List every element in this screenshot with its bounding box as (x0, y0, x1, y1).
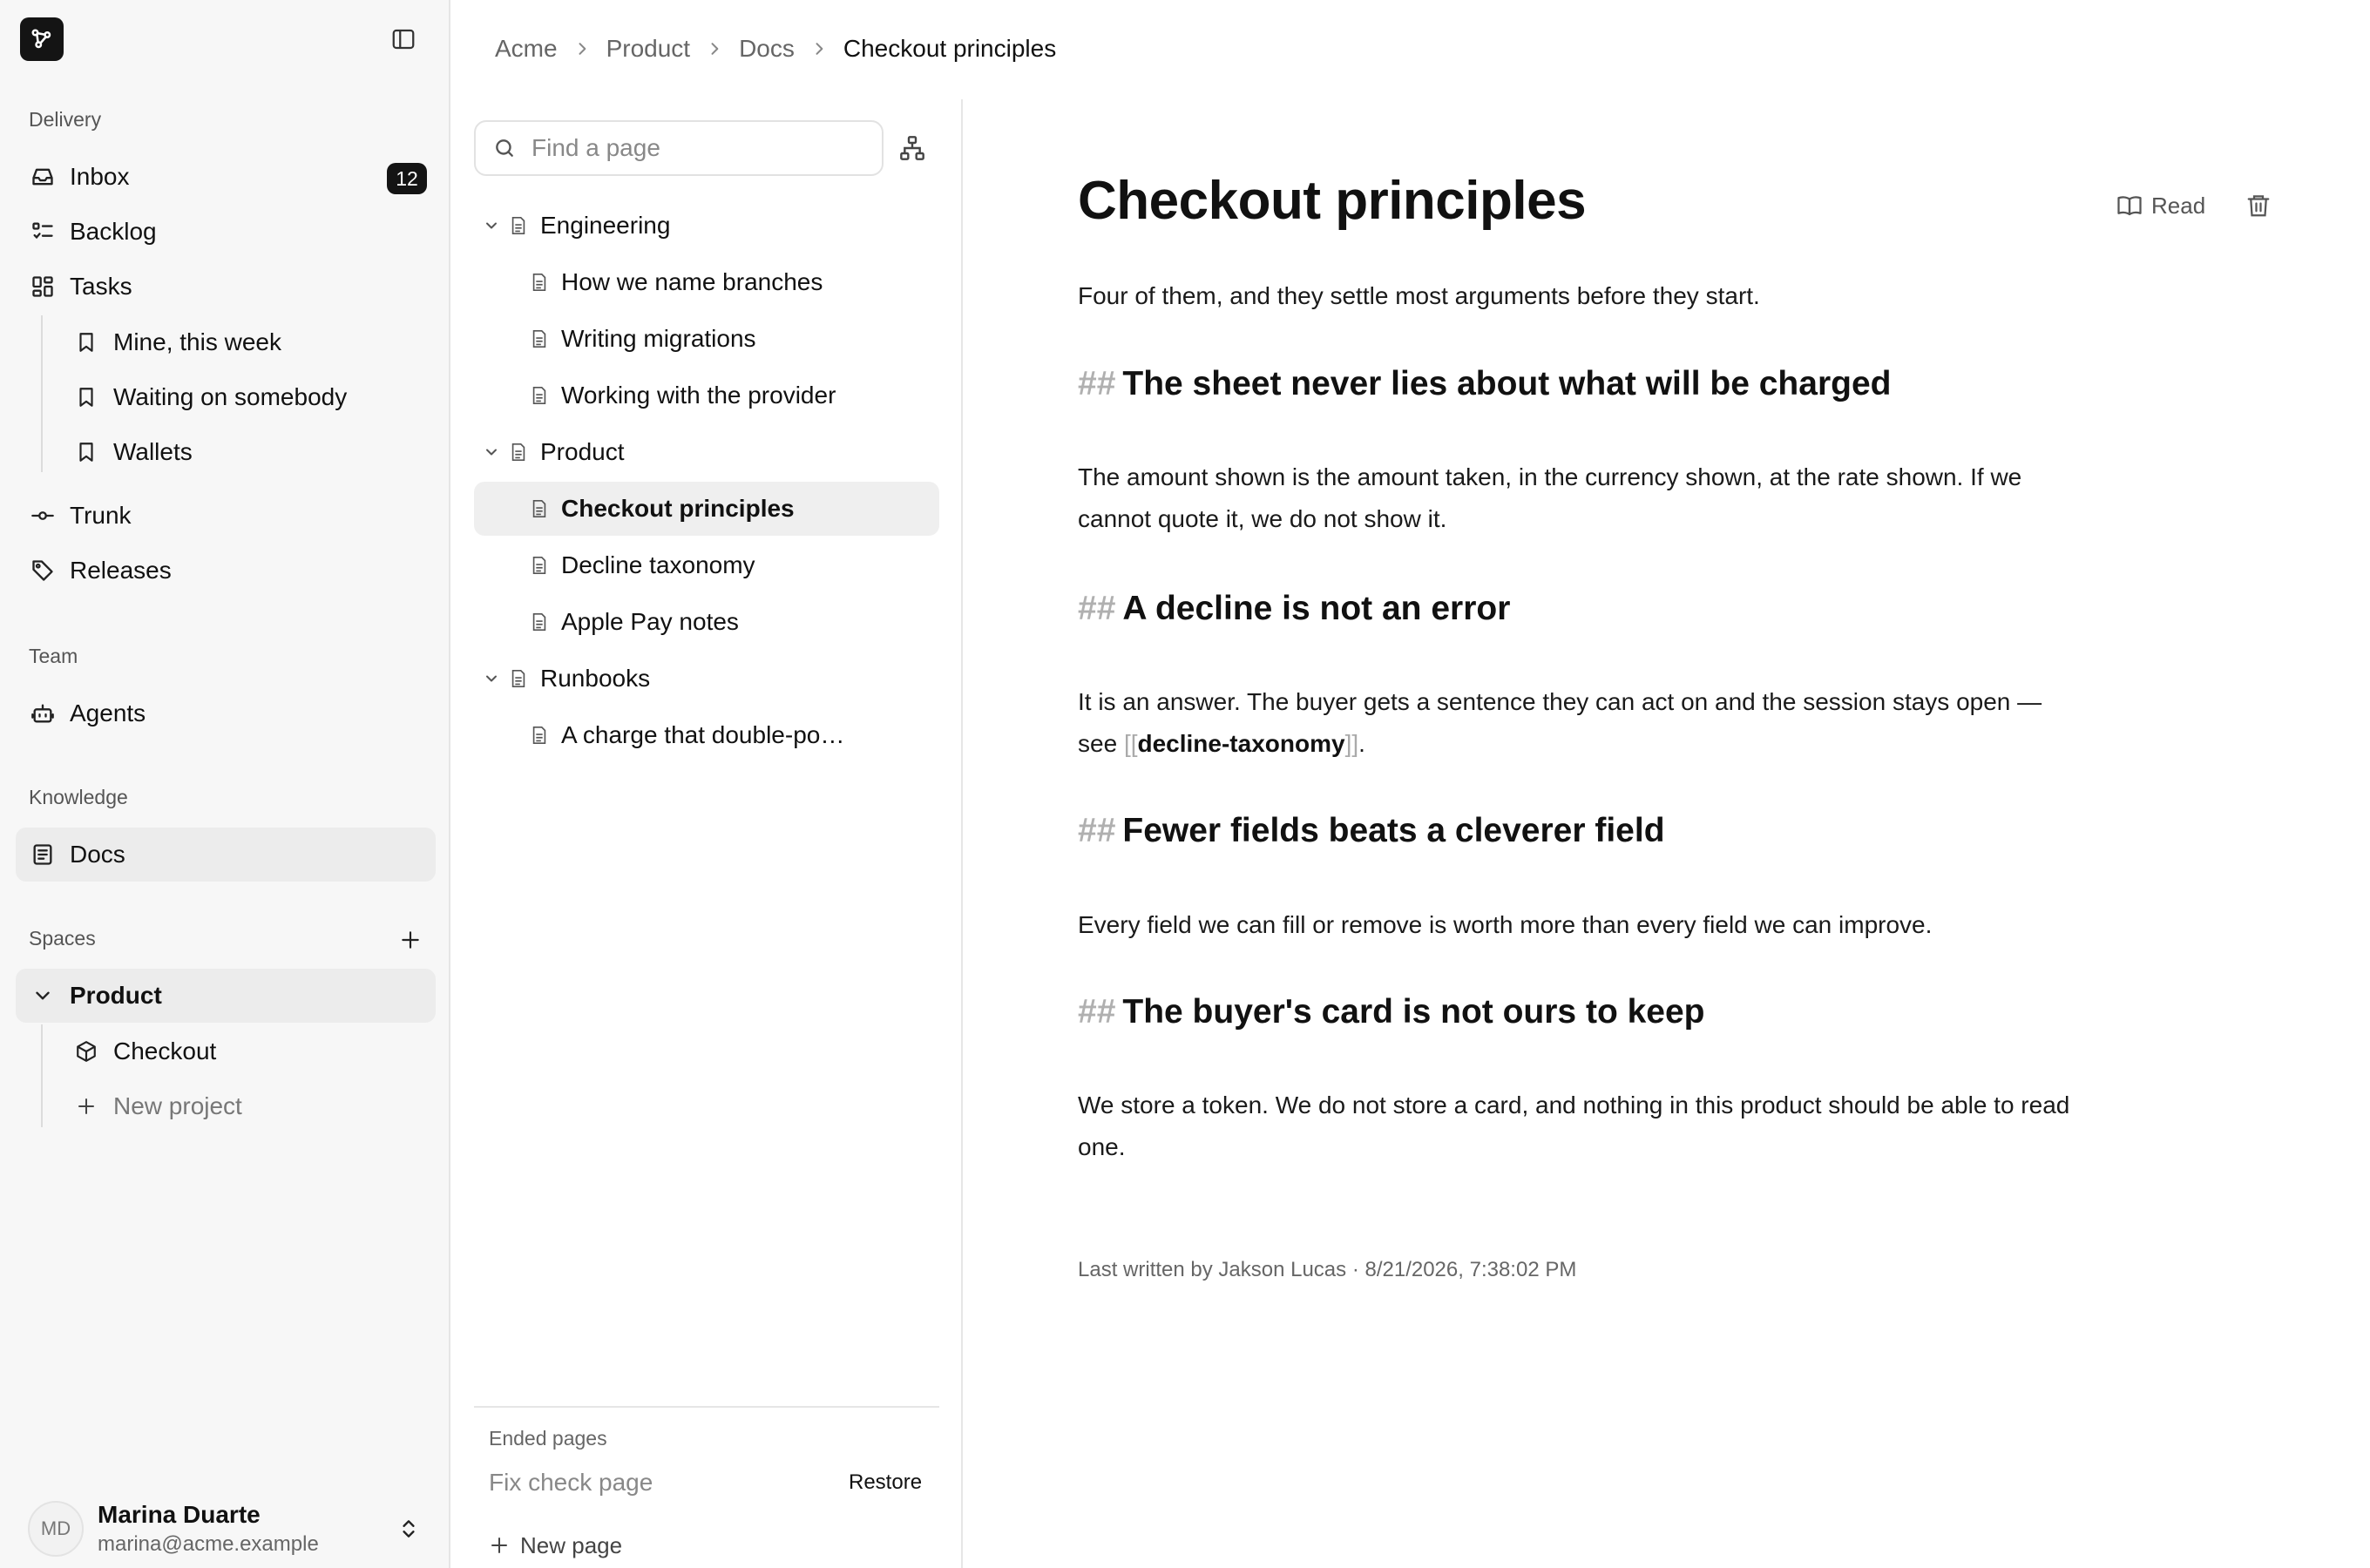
tree-page-decline-taxonomy[interactable] (474, 538, 939, 592)
paragraph-text: . (1358, 730, 1365, 757)
search-icon (493, 137, 516, 159)
wikilink-decline-taxonomy[interactable]: decline-taxonomy (1137, 730, 1345, 757)
new-page-label: New page (520, 1531, 623, 1558)
section-heading (1078, 589, 1510, 630)
sidebar-view-mine-this-week[interactable] (61, 315, 436, 369)
intro-paragraph: Four of them, and they settle most arguments before they start. (1078, 282, 1760, 309)
ended-page-item[interactable]: Fix check page (489, 1469, 653, 1496)
chevron-down-icon (481, 443, 502, 461)
sidebar-item-label: Mine, this week (113, 328, 281, 355)
heading-text: The buyer's card is not ours to keep (1122, 993, 1705, 1031)
tag-icon (28, 558, 58, 583)
heading-text: The sheet never lies about what will be charged (1122, 365, 1892, 402)
wikilink-open: [[ (1123, 730, 1138, 757)
bookmark-icon (71, 386, 101, 409)
document (1078, 99, 2298, 1281)
tree-node-label: Decline taxonomy (561, 551, 755, 578)
section-label-team: Team (29, 645, 78, 667)
tree-node-label: Product (540, 438, 625, 465)
section-label-spaces: Spaces (29, 927, 96, 950)
plus-icon (489, 1535, 510, 1556)
new-project-button[interactable] (61, 1079, 436, 1133)
chevron-up-down-icon (397, 1516, 420, 1542)
new-project-label: New project (113, 1092, 242, 1119)
bookmark-icon (71, 441, 101, 463)
sidebar-item-label: Releases (70, 557, 172, 584)
sidebar-item-releases[interactable] (16, 544, 436, 598)
tasks-icon (28, 274, 58, 299)
heading-marker: ## (1078, 365, 1116, 402)
add-space-button[interactable] (394, 923, 427, 956)
sidebar-item-tasks[interactable] (16, 260, 436, 314)
tree-node-label: Working with the provider (561, 382, 836, 409)
breadcrumb (495, 30, 1056, 68)
inbox-count-badge: 12 (387, 163, 427, 194)
breadcrumb-item-current: Checkout principles (843, 35, 1057, 62)
read-label: Read (2151, 192, 2206, 219)
section-heading (1078, 992, 1705, 1033)
heading-marker: ## (1078, 993, 1116, 1031)
tree-folder-engineering[interactable] (474, 199, 939, 253)
tree-node-label: Engineering (540, 212, 671, 239)
ended-pages-heading: Ended pages (489, 1427, 607, 1450)
tree-guide-line (41, 315, 43, 472)
sidebar-item-label: Wallets (113, 438, 193, 465)
backlog-icon (28, 220, 58, 244)
breadcrumb-item-docs[interactable]: Docs (739, 35, 795, 62)
tree-page-checkout-principles[interactable] (474, 482, 939, 536)
section-paragraph: We store a token. We do not store a card, and nothing in this product should be able to read one. (1078, 1092, 2070, 1160)
trunk-icon (28, 504, 58, 528)
section-label-delivery: Delivery (29, 108, 102, 131)
search-input[interactable] (532, 134, 871, 162)
page-icon (530, 555, 549, 576)
page-icon (530, 725, 549, 746)
sidebar-item-label: Waiting on somebody (113, 383, 348, 410)
tree-node-label: Apple Pay notes (561, 608, 739, 635)
box-icon (71, 1040, 101, 1063)
heading-text: Fewer fields beats a cleverer field (1122, 812, 1665, 849)
logo-icon[interactable] (20, 17, 64, 61)
chevron-right-icon (573, 40, 591, 57)
page-icon (509, 215, 528, 236)
sidebar-view-wallets[interactable] (61, 425, 436, 479)
section-label-knowledge: Knowledge (29, 786, 128, 808)
chevron-down-icon (481, 217, 502, 234)
wikilink-close: ]] (1344, 730, 1359, 757)
divider (474, 1406, 939, 1408)
sidebar-item-trunk[interactable] (16, 489, 436, 543)
project-checkout[interactable] (61, 1024, 436, 1078)
sidebar-item-label: Tasks (70, 273, 132, 300)
section-paragraph (1078, 681, 2071, 765)
section-heading (1078, 811, 1665, 852)
inbox-icon (28, 165, 58, 189)
breadcrumb-item-product[interactable]: Product (606, 35, 691, 62)
sidebar-item-label: Inbox (70, 163, 130, 190)
avatar: MD (28, 1501, 84, 1557)
trash-icon[interactable] (2245, 192, 2272, 220)
bookmark-icon (71, 331, 101, 354)
sidebar-item-inbox[interactable] (16, 150, 436, 204)
page-icon (530, 328, 549, 349)
sidebar-item-docs[interactable] (16, 828, 436, 882)
tree-node-label: Checkout principles (561, 495, 795, 522)
sidebar-item-backlog[interactable] (16, 205, 436, 259)
page-icon (509, 668, 528, 689)
sidebar-toggle-icon[interactable] (389, 24, 418, 54)
space-product[interactable] (16, 969, 436, 1023)
book-open-icon (2116, 193, 2143, 219)
tree-node-label: A charge that double-po… (561, 721, 845, 748)
tree-node-label: Writing migrations (561, 325, 756, 352)
plus-icon (399, 929, 422, 951)
page-title: Checkout principles (1078, 171, 1587, 231)
sidebar (0, 0, 450, 1568)
page-tree-panel (452, 99, 963, 1568)
bot-icon (28, 701, 58, 726)
page-icon (509, 442, 528, 463)
last-written-meta: Last written by Jakson Lucas · 8/21/2026, 7:38:02 PM (1078, 1258, 1577, 1281)
chevron-right-icon (706, 40, 723, 57)
tree-guide-line (41, 1024, 43, 1127)
heading-marker: ## (1078, 812, 1116, 849)
docs-icon (28, 842, 58, 867)
new-page-button[interactable] (489, 1528, 622, 1563)
tree-page-working-with-the-provider[interactable] (474, 368, 939, 422)
sidebar-item-label: Backlog (70, 218, 157, 245)
tree-folder-runbooks[interactable] (474, 652, 939, 706)
tree-node-label: How we name branches (561, 268, 823, 295)
tree-page-how-we-name-branches[interactable] (474, 255, 939, 309)
heading-marker: ## (1078, 590, 1116, 627)
sidebar-item-label: Trunk (70, 502, 132, 529)
page-icon (530, 272, 549, 293)
user-menu[interactable] (16, 1498, 436, 1559)
page-search[interactable] (474, 120, 884, 176)
project-label: Checkout (113, 1037, 217, 1064)
chevron-down-icon (28, 984, 58, 1007)
restore-button[interactable]: Restore (849, 1470, 923, 1494)
tree-folder-product[interactable] (474, 425, 939, 479)
section-paragraph: Every field we can fill or remove is worth more than every field we can improve. (1078, 911, 1933, 938)
section-heading (1078, 364, 1891, 405)
heading-text: A decline is not an error (1122, 590, 1511, 627)
tree-page-apple-pay-notes[interactable] (474, 595, 939, 649)
page-icon (530, 498, 549, 519)
breadcrumb-item-acme[interactable]: Acme (495, 35, 558, 62)
page-icon (530, 385, 549, 406)
chevron-down-icon (481, 670, 502, 687)
sidebar-item-label: Agents (70, 700, 146, 727)
hierarchy-icon[interactable] (895, 131, 930, 166)
chevron-right-icon (810, 40, 828, 57)
space-label: Product (70, 982, 162, 1009)
sidebar-view-waiting-on-somebody[interactable] (61, 370, 436, 424)
section-paragraph: The amount shown is the amount taken, in the currency shown, at the rate shown. If we cannot quote it, we do not show it. (1078, 463, 2022, 532)
user-name: Marina Duarte (98, 1501, 261, 1528)
tree-page-charge-double-post[interactable] (474, 708, 939, 762)
sidebar-item-agents[interactable] (16, 686, 436, 740)
paragraph-text: It is an answer. The buyer gets a sentence they can act on and the session stays open — see (1078, 688, 2042, 757)
page-icon (530, 612, 549, 632)
tree-node-label: Runbooks (540, 665, 651, 692)
sidebar-item-label: Docs (70, 841, 125, 868)
tree-page-writing-migrations[interactable] (474, 312, 939, 366)
read-mode-button[interactable] (2116, 193, 2205, 220)
user-email: marina@acme.example (98, 1532, 319, 1556)
plus-icon (71, 1096, 101, 1117)
